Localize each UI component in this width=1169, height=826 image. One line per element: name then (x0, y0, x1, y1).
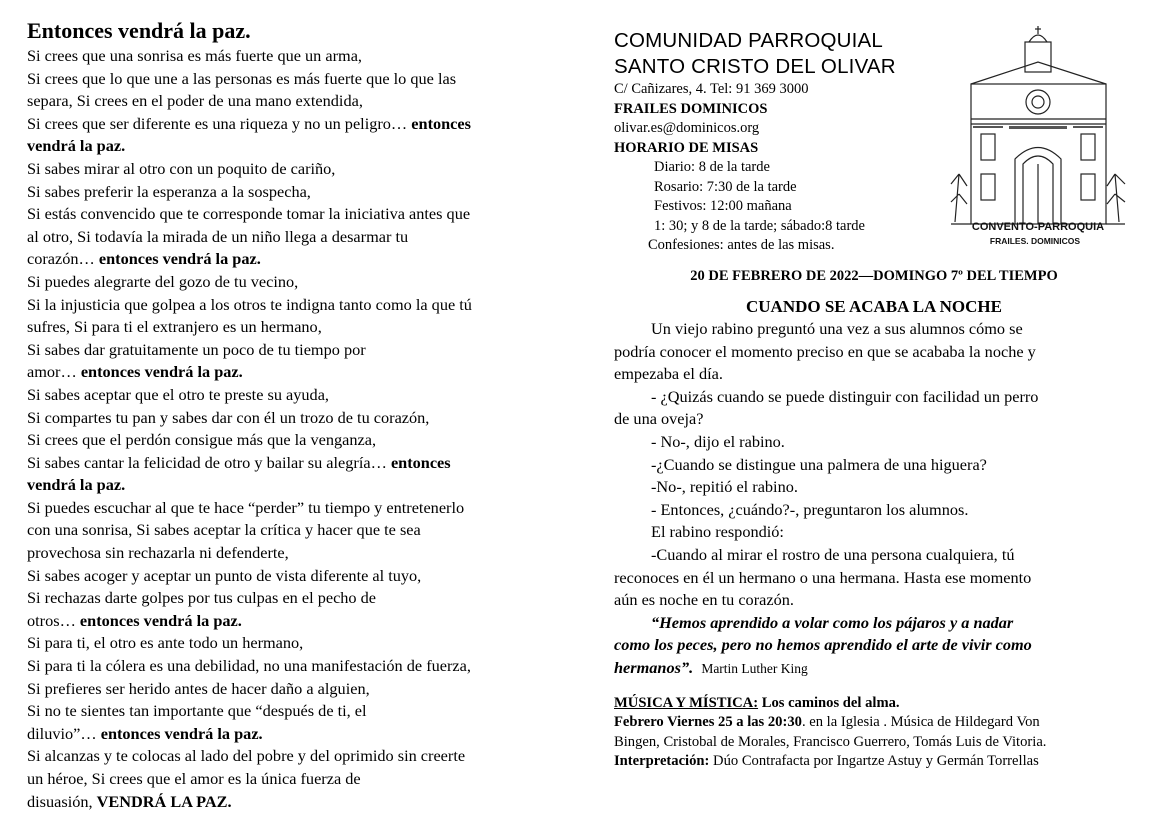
music-event (614, 694, 1134, 771)
poem-title: Entonces vendrá la paz. (27, 18, 251, 43)
friars-label: FRAILES DOMINICOS (614, 100, 768, 117)
music-date: Febrero Viernes 25 a las 20:30 (614, 714, 802, 731)
church-drawing (949, 24, 1127, 256)
poem-line: separa, Si crees en el poder de una mano extendida, (27, 91, 363, 111)
quote-line: “Hemos aprendido a volar como los pájaros y a nadar (651, 612, 1014, 632)
story-line: - ¿Quizás cuando se puede distinguir con facilidad un perro (651, 386, 1039, 406)
drawing-caption-1: CONVENTO-PARROQUIA (971, 221, 1105, 233)
story-line: - No-, dijo el rabino. (651, 431, 785, 451)
poem-line: Si crees que ser diferente es una riqueza y no un peligro… entonces (27, 113, 471, 133)
story-line: -No-, repitió el rabino. (651, 477, 798, 497)
poem-line: sufres, Si para ti el extranjero es un hermano, (27, 317, 322, 337)
story-line: aún es noche en tu corazón. (614, 590, 794, 610)
quote (614, 612, 1134, 681)
date-line: 20 DE FEBRERO DE 2022—DOMINGO 7º DEL TIEMPO (690, 268, 1058, 284)
poem-line: amor… entonces vendrá la paz. (27, 362, 243, 382)
music-composers: Bingen, Cristobal de Morales, Francisco Guerrero, Tomás Luis de Vitoria. (614, 733, 1047, 750)
poem-line: Si sabes dar gratuitamente un poco de tu tiempo por (27, 339, 366, 359)
poem-line: con una sonrisa, Si sabes aceptar la crítica y hacer que te sea (27, 520, 421, 540)
poem-line: Si alcanzas y te colocas al lado del pobre y del oprimido sin creerte (27, 746, 466, 766)
address: C/ Cañizares, 4. Tel: 91 369 3000 (614, 81, 809, 97)
story-line: podría conocer el momento preciso en que se acababa la noche y (614, 341, 1036, 361)
left-column (27, 18, 572, 813)
story-body (614, 318, 1134, 612)
poem-line: Si compartes tu pan y sabes dar con él un trozo de tu corazón, (27, 407, 430, 427)
poem-line: Si rechazas darte golpes por tus culpas en el pecho de (27, 588, 377, 608)
poem-line: Si crees que una sonrisa es más fuerte que un arma, (27, 46, 363, 65)
poem-line: Si sabes preferir la esperanza a la sospecha, (27, 181, 311, 201)
schedule-item: 1: 30; y 8 de la tarde; sábado:8 tarde (654, 217, 865, 234)
drawing-caption-2: FRAILES. DOMINICOS (989, 236, 1081, 246)
poem-line: Si sabes acoger y aceptar un punto de vista diferente al tuyo, (27, 565, 422, 585)
poem-line: un héroe, Si crees que el amor es la única fuerza de (27, 769, 361, 788)
schedule-item: Diario: 8 de la tarde (654, 159, 770, 175)
music-subtitle: Los caminos del alma. (758, 695, 900, 711)
poem-line: Si la injusticia que golpea a los otros te indigna tanto como la que tú (27, 294, 472, 314)
poem-line: Si para ti la cólera es una debilidad, no una manifestación de fuerza, (27, 656, 471, 676)
poem-line: Si estás convencido que te corresponde tomar la iniciativa antes que (27, 204, 471, 224)
story-line: -¿Cuando se distingue una palmera de una higuera? (651, 454, 987, 474)
poem-line: Si prefieres ser herido antes de hacer daño a alguien, (27, 678, 370, 698)
poem-line: otros… entonces vendrá la paz. (27, 610, 242, 630)
poem-line: corazón… entonces vendrá la paz. (27, 249, 261, 269)
schedule-item: Festivos: 12:00 mañana (654, 198, 792, 214)
quote-author: Martin Luther King (701, 660, 808, 676)
story-line: - Entonces, ¿cuándo?-, preguntaron los alumnos. (651, 499, 969, 519)
interpretation-text: Dúo Contrafacta por Ingartze Astuy y Germán Torrellas (709, 752, 1039, 769)
poem-line: provechosa sin rechazarla ni defenderte, (27, 543, 289, 563)
confessions: Confesiones: antes de las misas. (648, 237, 835, 253)
music-label: MÚSICA Y MÍSTICA: (614, 695, 759, 711)
poem-line: diluvio”… entonces vendrá la paz. (27, 723, 263, 743)
poem-line: Si puedes escuchar al que te hace “perder” tu tiempo y entretenerlo (27, 497, 465, 517)
poem-line: vendrá la paz. (27, 475, 126, 495)
poem-line: Si crees que el perdón consigue más que la venganza, (27, 430, 377, 450)
poem-line: disuasión, VENDRÁ LA PAZ. (27, 791, 232, 811)
poem-line: Si sabes aceptar que el otro te preste su ayuda, (27, 384, 329, 404)
poem-body (27, 45, 572, 813)
story-line: empezaba el día. (614, 364, 723, 384)
story-line: de una oveja? (614, 409, 704, 429)
poem-line: Si sabes mirar al otro con un poquito de cariño, (27, 158, 336, 178)
org-name-line1: COMUNIDAD PARROQUIAL (614, 29, 884, 52)
schedule-item: Rosario: 7:30 de la tarde (654, 178, 797, 195)
story-section (614, 296, 1134, 681)
story-line: Un viejo rabino preguntó una vez a sus alumnos cómo se (651, 319, 1023, 338)
poem-line: Si para ti, el otro es ante todo un hermano, (27, 633, 304, 653)
org-name-line2: SANTO CRISTO DEL OLIVAR (614, 55, 896, 78)
poem-line: Si no te sientes tan importante que “después de ti, el (27, 701, 367, 721)
quote-line: como los peces, pero no hemos aprendido el arte de vivir como (614, 635, 1032, 655)
quote-line: hermanos”. (614, 657, 694, 677)
poem-line: Si crees que lo que une a las personas es más fuerte que lo que las (27, 68, 457, 88)
poem-line: Si sabes cantar la felicidad de otro y bailar su alegría… entonces (27, 452, 451, 472)
poem-line: Si puedes alegrarte del gozo de tu vecino, (27, 271, 299, 291)
story-line: El rabino respondió: (651, 522, 784, 542)
interpretation-label: Interpretación: (614, 752, 710, 769)
story-line: -Cuando al mirar el rostro de una persona cualquiera, tú (651, 544, 1015, 564)
poem-line: al otro, Si todavía la mirada de un niño llega a desarmar tu (27, 226, 409, 246)
story-line: reconoces en él un hermano o una hermana. Hasta ese momento (614, 567, 1032, 587)
poem-line: vendrá la paz. (27, 136, 126, 156)
email: olivar.es@dominicos.org (614, 120, 760, 136)
story-title: CUANDO SE ACABA LA NOCHE (746, 297, 1002, 316)
mass-schedule-title: HORARIO DE MISAS (614, 139, 759, 156)
music-location: . en la Iglesia . Música de Hildegard Von (801, 714, 1040, 731)
